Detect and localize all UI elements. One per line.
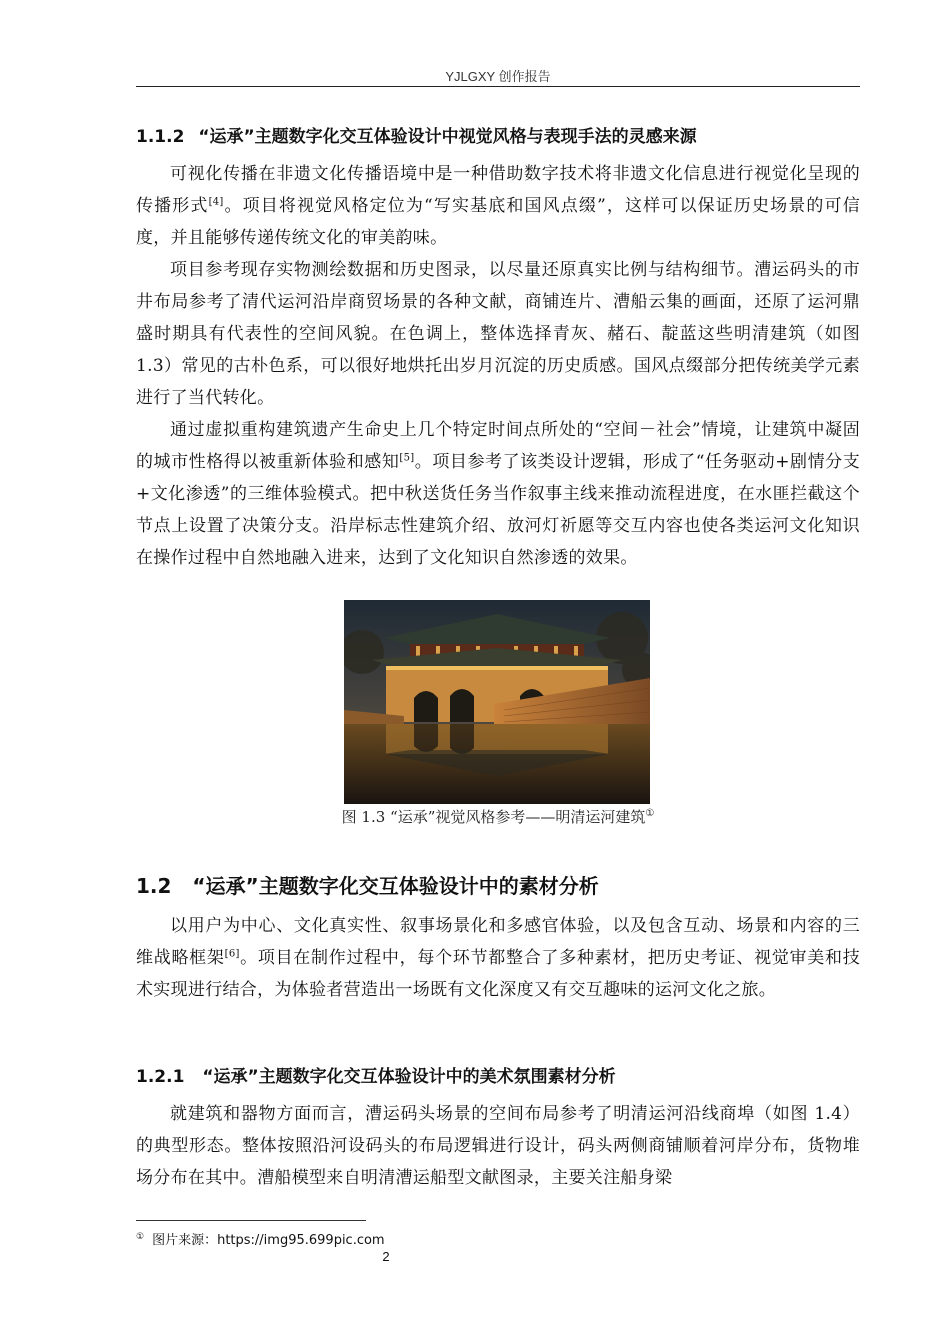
paragraph-5: 就建筑和器物方面而言，漕运码头场景的空间布局参考了明清运河沿线商埠（如图 1.4）的典型形态。整体按照沿河设码头的布局逻辑进行设计，码头两侧商铺顺着河岸分布，货物堆场分布在其中。漕船模型来自明清漕运船型文献图录，主要关注船身梁 <box>136 1104 860 1188</box>
paragraph-1 <box>136 158 860 254</box>
citation-ref: [6] <box>224 948 240 960</box>
footnote-mark: ① <box>645 808 655 819</box>
footnote-rule <box>136 1220 366 1221</box>
header-rule <box>136 86 860 87</box>
paragraph-text: 。项目在制作过程中，每个环节都整合了多种素材，把历史考证、视觉审美和技术实现进行结合，为体验者营造出一场既有文化深度又有交互趣味的运河文化之旅。 <box>136 948 861 1000</box>
heading-1-2-1 <box>136 1062 860 1087</box>
paragraph-4 <box>136 910 860 1006</box>
paragraph-text: 。项目参考了该类设计逻辑，形成了“任务驱动+剧情分支+文化渗透”的三维体验模式。把中秋送货任务当作叙事主线来推动流程进度，在水匪拦截这个节点上设置了决策分支。沿岸标志性建筑介绍、放河灯祈愿等交互内容也使各类运河文化知识在操作过程中自然地融入进来，达到了文化知识自然渗透的效果。 <box>136 452 861 568</box>
footnote <box>136 1229 385 1248</box>
heading-number: 1.2 <box>136 874 172 898</box>
footnote-mark: ① <box>136 1231 145 1242</box>
citation-ref: [5] <box>399 452 415 464</box>
heading-title: “运承”主题数字化交互体验设计中的素材分析 <box>192 874 599 898</box>
heading-1-1-2 <box>136 122 860 147</box>
paragraph-2: 项目参考现存实物测绘数据和历史图录，以尽量还原真实比例与结构细节。漕运码头的市井布局参考了清代运河沿岸商贸场景的各种文献，商铺连片、漕船云集的画面，还原了运河鼎盛时期具有代表性的空间风貌。在色调上，整体选择青灰、赭石、靛蓝这些明清建筑（如图 1.3）常见的古朴色系，可以很好地烘托出岁月沉淀的历史质感。国风点缀部分把传统美学元素进行了当代转化。 <box>136 260 860 408</box>
heading-title: “运承”主题数字化交互体验设计中的美术氛围素材分析 <box>202 1067 616 1087</box>
paragraph-text: 可视化传播在非遗文化传播语境中是一种借助数字技术将非遗文化信息进行视觉化呈现的传播形式 <box>136 164 860 216</box>
canal-gate-photo <box>344 600 650 804</box>
page-header: YJLGXY 创作报告 <box>445 69 551 84</box>
paragraph-text: 通过虚拟重构建筑遗产生命史上几个特定时间点所处的“空间－社会”情境，让建筑中凝固的城市性格得以被重新体验和感知 <box>136 420 860 472</box>
heading-number: 1.2.1 <box>136 1067 185 1087</box>
paragraph-text: 。项目将视觉风格定位为“写实基底和国风点缀”，这样可以保证历史场景的可信度，并且能够传递传统文化的审美韵味。 <box>136 196 860 248</box>
footnote-text: 图片来源：https://img95.699pic.com <box>152 1233 385 1248</box>
heading-1-2 <box>136 870 860 899</box>
figure-caption <box>136 806 860 827</box>
page-number: 2 <box>382 1249 390 1264</box>
caption-text: 图 1.3 “运承”视觉风格参考——明清运河建筑 <box>341 808 646 826</box>
paragraph-3 <box>136 414 860 574</box>
heading-number: 1.1.2 <box>136 127 185 147</box>
citation-ref: [4] <box>208 196 224 208</box>
heading-title: “运承”主题数字化交互体验设计中视觉风格与表现手法的灵感来源 <box>198 127 697 147</box>
figure-ming-qing-canal-building <box>344 600 650 804</box>
paragraph-text: 以用户为中心、文化真实性、叙事场景化和多感官体验，以及包含互动、场景和内容的三维战略框架 <box>136 916 860 968</box>
